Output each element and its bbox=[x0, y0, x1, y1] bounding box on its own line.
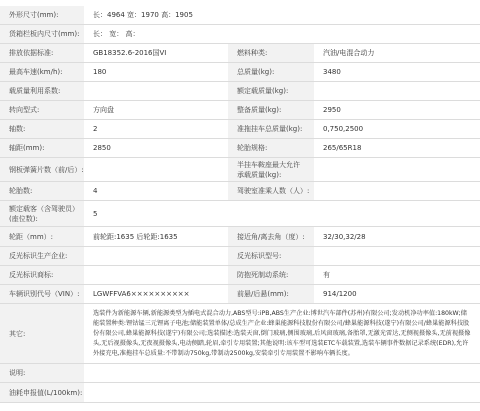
spec-label: 反光标识生产企业: bbox=[0, 247, 84, 265]
spec-value: LGWFFVA6×××××××××× bbox=[84, 285, 228, 303]
spec-label: 轮距（mm）: bbox=[0, 227, 84, 246]
spec-row-reflector-maker bbox=[0, 247, 480, 266]
spec-label: 其它: bbox=[0, 304, 84, 363]
spec-value: 方向盘 bbox=[84, 101, 228, 119]
spec-label: 总质量(kg): bbox=[228, 63, 314, 81]
spec-row-springs-saddle bbox=[0, 158, 480, 182]
spec-row-speed-mass bbox=[0, 63, 480, 82]
spec-label: 反光标识商标: bbox=[0, 266, 84, 284]
spec-value bbox=[84, 266, 228, 284]
spec-row-notes bbox=[0, 364, 480, 383]
spec-row-seating bbox=[0, 201, 480, 227]
spec-row-tyres-cab bbox=[0, 182, 480, 201]
spec-value: 有 bbox=[314, 266, 480, 284]
spec-value: 32/30,32/28 bbox=[314, 227, 480, 246]
spec-row-track-angles bbox=[0, 227, 480, 247]
spec-label: 前悬/后悬(mm): bbox=[228, 285, 314, 303]
spec-label: 钢板弹簧片数（前/后）: bbox=[0, 158, 84, 181]
spec-value: 长： 宽： 高： bbox=[84, 25, 480, 43]
spec-row-wheelbase-tyre bbox=[0, 139, 480, 158]
spec-label: 准拖挂车总质量(kg): bbox=[228, 120, 314, 138]
spec-value bbox=[84, 383, 480, 402]
spec-label: 半挂车鞍座最大允许承载质量(kg): bbox=[228, 158, 314, 181]
spec-row-fuel-consumption bbox=[0, 383, 480, 403]
spec-value: 长：4964 宽：1970 高：1905 bbox=[84, 6, 480, 24]
spec-label: 额定载客（含驾驶员）(座位数): bbox=[0, 201, 84, 226]
spec-value: 2850 bbox=[84, 139, 228, 157]
spec-value bbox=[314, 158, 480, 181]
spec-row-reflector-abs bbox=[0, 266, 480, 285]
spec-value bbox=[84, 82, 228, 100]
spec-label: 接近角/离去角（度）: bbox=[228, 227, 314, 246]
spec-row-other bbox=[0, 304, 480, 364]
spec-value bbox=[314, 82, 480, 100]
spec-label: 说明: bbox=[0, 364, 84, 382]
spec-value: 3480 bbox=[314, 63, 480, 81]
spec-row-axles-trailer bbox=[0, 120, 480, 139]
spec-label: 最高车速(km/h): bbox=[0, 63, 84, 81]
spec-label: 油耗申报值(L/100km): bbox=[0, 383, 84, 402]
spec-row-cargo-box bbox=[0, 25, 480, 44]
spec-label: 燃料种类: bbox=[228, 44, 314, 62]
spec-row-load-factor bbox=[0, 82, 480, 101]
spec-value: 0,750,2500 bbox=[314, 120, 480, 138]
spec-label: 整备质量(kg): bbox=[228, 101, 314, 119]
spec-value: 914/1200 bbox=[314, 285, 480, 303]
spec-label: 轮胎规格: bbox=[228, 139, 314, 157]
spec-label: 排放依据标准: bbox=[0, 44, 84, 62]
spec-value: 2 bbox=[84, 120, 228, 138]
spec-label: 货箱栏板内尺寸(mm): bbox=[0, 25, 84, 43]
spec-row-steering-curb bbox=[0, 101, 480, 120]
spec-label: 车辆识别代号（VIN）: bbox=[0, 285, 84, 303]
spec-value bbox=[314, 182, 480, 200]
spec-value: 4 bbox=[84, 182, 228, 200]
spec-value: 180 bbox=[84, 63, 228, 81]
spec-value bbox=[84, 158, 228, 181]
spec-label: 轴数: bbox=[0, 120, 84, 138]
spec-value: 265/65R18 bbox=[314, 139, 480, 157]
spec-label: 转向型式: bbox=[0, 101, 84, 119]
spec-row-emission-fuel bbox=[0, 44, 480, 63]
spec-value-other-notes: 选装件为新能源车辆,新能源类型为插电式混合动力,ABS型号:iPB,ABS生产企业:博世汽车部件(苏州)有限公司;发动机净功率值:180kW;储能装置种类:锂钴锰三元锂离子电池;储能装置单体/总成生产企业:蜂巢能源科技股份有限公司/蜂巢能源科技(遂宁)有限公司/蜂巢能源科技股份有限公司,蜂巢能源科技(遂宁)有限公司;选装描述:选装天窗,倒门玻璃,侧围玻璃,后风窗玻璃,备胎罩,无激光雷达,无侧视摄像头,无前视摄像头,无后视摄像头,无夜视摄像头,电动侧踏,轮眉,牵引专用装置;其他说明:该车型可选装ETC车载装置,选装车辆事件数据记录系统(EDR),允许外接充电,准拖挂车总质量:不带制动750kg,带制动2500kg,安装牵引专用装置不影响车辆长度。 bbox=[84, 304, 480, 363]
spec-row-dimensions bbox=[0, 6, 480, 25]
spec-label: 轮胎数: bbox=[0, 182, 84, 200]
spec-value bbox=[314, 247, 480, 265]
spec-label: 外形尺寸(mm): bbox=[0, 6, 84, 24]
spec-value: 2950 bbox=[314, 101, 480, 119]
spec-label: 反光标识型号: bbox=[228, 247, 314, 265]
spec-value: 汽油/电混合动力 bbox=[314, 44, 480, 62]
spec-label: 额定载质量(kg): bbox=[228, 82, 314, 100]
spec-value: 前轮距:1635 后轮距:1635 bbox=[84, 227, 228, 246]
spec-label: 驾驶室准乘人数（人）: bbox=[228, 182, 314, 200]
spec-value: 5 bbox=[84, 201, 480, 226]
spec-value bbox=[84, 364, 480, 382]
spec-row-vin-overhang bbox=[0, 285, 480, 304]
spec-label: 轴距(mm): bbox=[0, 139, 84, 157]
spec-value bbox=[84, 247, 228, 265]
spec-label: 载质量利用系数: bbox=[0, 82, 84, 100]
spec-label: 防抱死制动系统: bbox=[228, 266, 314, 284]
spec-value: GB18352.6-2016国VI bbox=[84, 44, 228, 62]
